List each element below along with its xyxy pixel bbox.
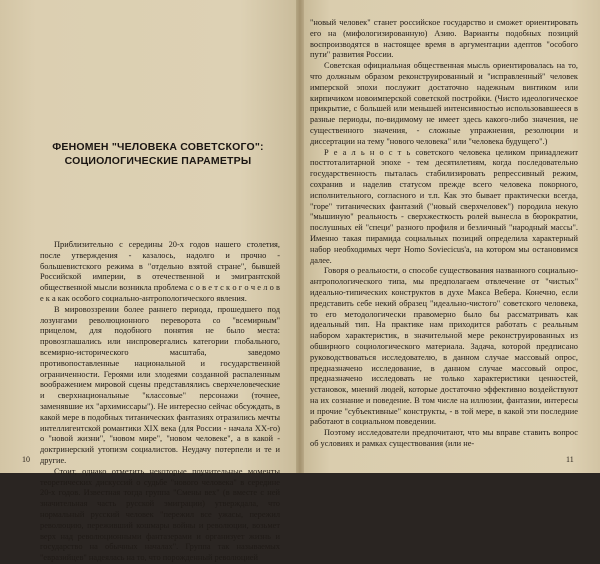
left-page	[0, 0, 300, 563]
page-number-left: 10	[22, 455, 30, 464]
paragraph: Поэтому исследователи предпочитают, что мы вправе ставить вопрос об условиях и рамках существования (или не-	[310, 428, 578, 449]
left-page-body	[40, 240, 280, 564]
right-page-body	[310, 18, 578, 450]
paragraph: Приблизительно с середины 20-х годов нашего столетия, после утверждения - казалось, надолго и прочно - большевистского режима в "отдельно взятой стране", бывшей Российской империи, в отечественной и эмигрантской общественной мысли возникла проблема с о в е т с к о г о ч е л о в е к а как особого социально-антропологического явления.	[40, 240, 280, 303]
chapter-heading	[48, 140, 268, 168]
paragraph: Говоря о реальности, о способе существования названного социально-антропологического типа, мы предполагаем отвлечение от "чистых" идеально-типических конструктов в духе Макса Вебера. Конечно, если представить себе некий образец "идеально-чистого" советского человека, то его методологически правомерно было бы рассматривать как идеальный тип. На практике нам приходится работать с реальным набором характеристик, в значительной мере реконструированных из обширного социологического материала. Задача, которой предписано руководствоваться исследователю, в данном случае массовый опрос, предназначено исследование, в данном случае массовый опрос, предназначено исследовать не только характеристики ценностей, установок, мнений людей, которые достаточно эффективно воздействуют на их сознание и поведение. В том числе на иллюзии, фантазии, интересы и прочие "субъективные" конструкты, - в той мере, в какой эти последние работают в социальном поведении.	[310, 266, 578, 427]
chapter-heading-line-2: СОЦИОЛОГИЧЕСКИЕ ПАРАМЕТРЫ	[64, 155, 252, 167]
paragraph: "новый человек" станет российское государство и сможет ориентировать его на (мифологизированную) Азию. Варианты подобных позиций воспроизводятся в настоящее время в аргументации адептов "особого пути" развития России.	[310, 18, 578, 60]
paragraph: Р е а л ь н о с т ь советского человека целиком принадлежит посттоталитарной эпохе - тем десятилетиям, когда последовательно государственность пыталась стабилизировать репрессивный режим, сохранив и наделив статусом прежде всего человека покорного, исполнительного, согласного и т.п. Как это бывает практически всегда, "горе" титанических фантазий ("новый сверхчеловек") породила некую "мышиную" реальность - сверхжесткость ролей вынесла в бюрократии, послушных ей "специ" разного профиля и безличный "народный массы". Именно такая пирамида социальных позиций определила характерный набор необходимых черт Homo Soviecicus'а, на котором мы остановимся далее.	[310, 147, 578, 265]
chapter-heading-line-1: ФЕНОМЕН "ЧЕЛОВЕКА СОВЕТСКОГО":	[52, 141, 264, 153]
paragraph: Советская официальная общественная мысль ориентировалась на то, что должным образом реконструированный и "исправленный" человек имперской эпохи послужит достаточно надежным винтиком или кирпичиком новоимперской советской постройки. (Чисто идеологическое прикрытие, с большей или меньшей интенсивностью использовавшееся в разные периоды, по-видимому не имеет здесь какого-либо значения, не существенного значения, - сложные упражнения, резолюции и диссертации на тему "нового человека" или "человека будущего".)	[310, 61, 578, 146]
book-gutter	[296, 0, 304, 473]
paragraph: Стоит, однако отметить некоторые поучительные моменты теоретических дискуссий о судьбе "нового человека" в середине 20-х годов. Известная тогда группа "Смены вех" (в вместе с ней значительная часть русской эмиграции) утверждала, что нормальный русский человек "пережил все ужасы, пережил революцию, переживший кошмары войны и революции, возьмет верх над революционными фантазерами и организует жизнь и государство на обычных началах". Группа так называемых "евразийцев" надеялась на то, что порожденный революцией	[40, 466, 280, 563]
page-number-right: 11	[566, 455, 574, 464]
paragraph: В мировоззрении более раннего периода, прошедшего под лозунгами революционного переворота со "всемирным" прицелом, для подобного понятия не было места: провозглашались или ниспровергались категории глобального, всемирно-исторического масштаба, заведомо противопоставленные национальной и государственной ограниченности. Героями или злодеями созданной распаленным воображением мировой сцены представлялись сверхчеловеческие и сверхнациональные "классовые" персонажи (точнее, заменявшие их "архимиссары"). Не интересно сейчас обсуждать, в какой мере в подобных титанических фантазиях отразились мечты интеллигентской романтики XIX века (для России - начала XX-го) о "новой жизни", "новом мире", "новом человеке", а в какой - доктринерский утопизм социалистов. Неудачу потерпели и те и другие.	[40, 304, 280, 465]
